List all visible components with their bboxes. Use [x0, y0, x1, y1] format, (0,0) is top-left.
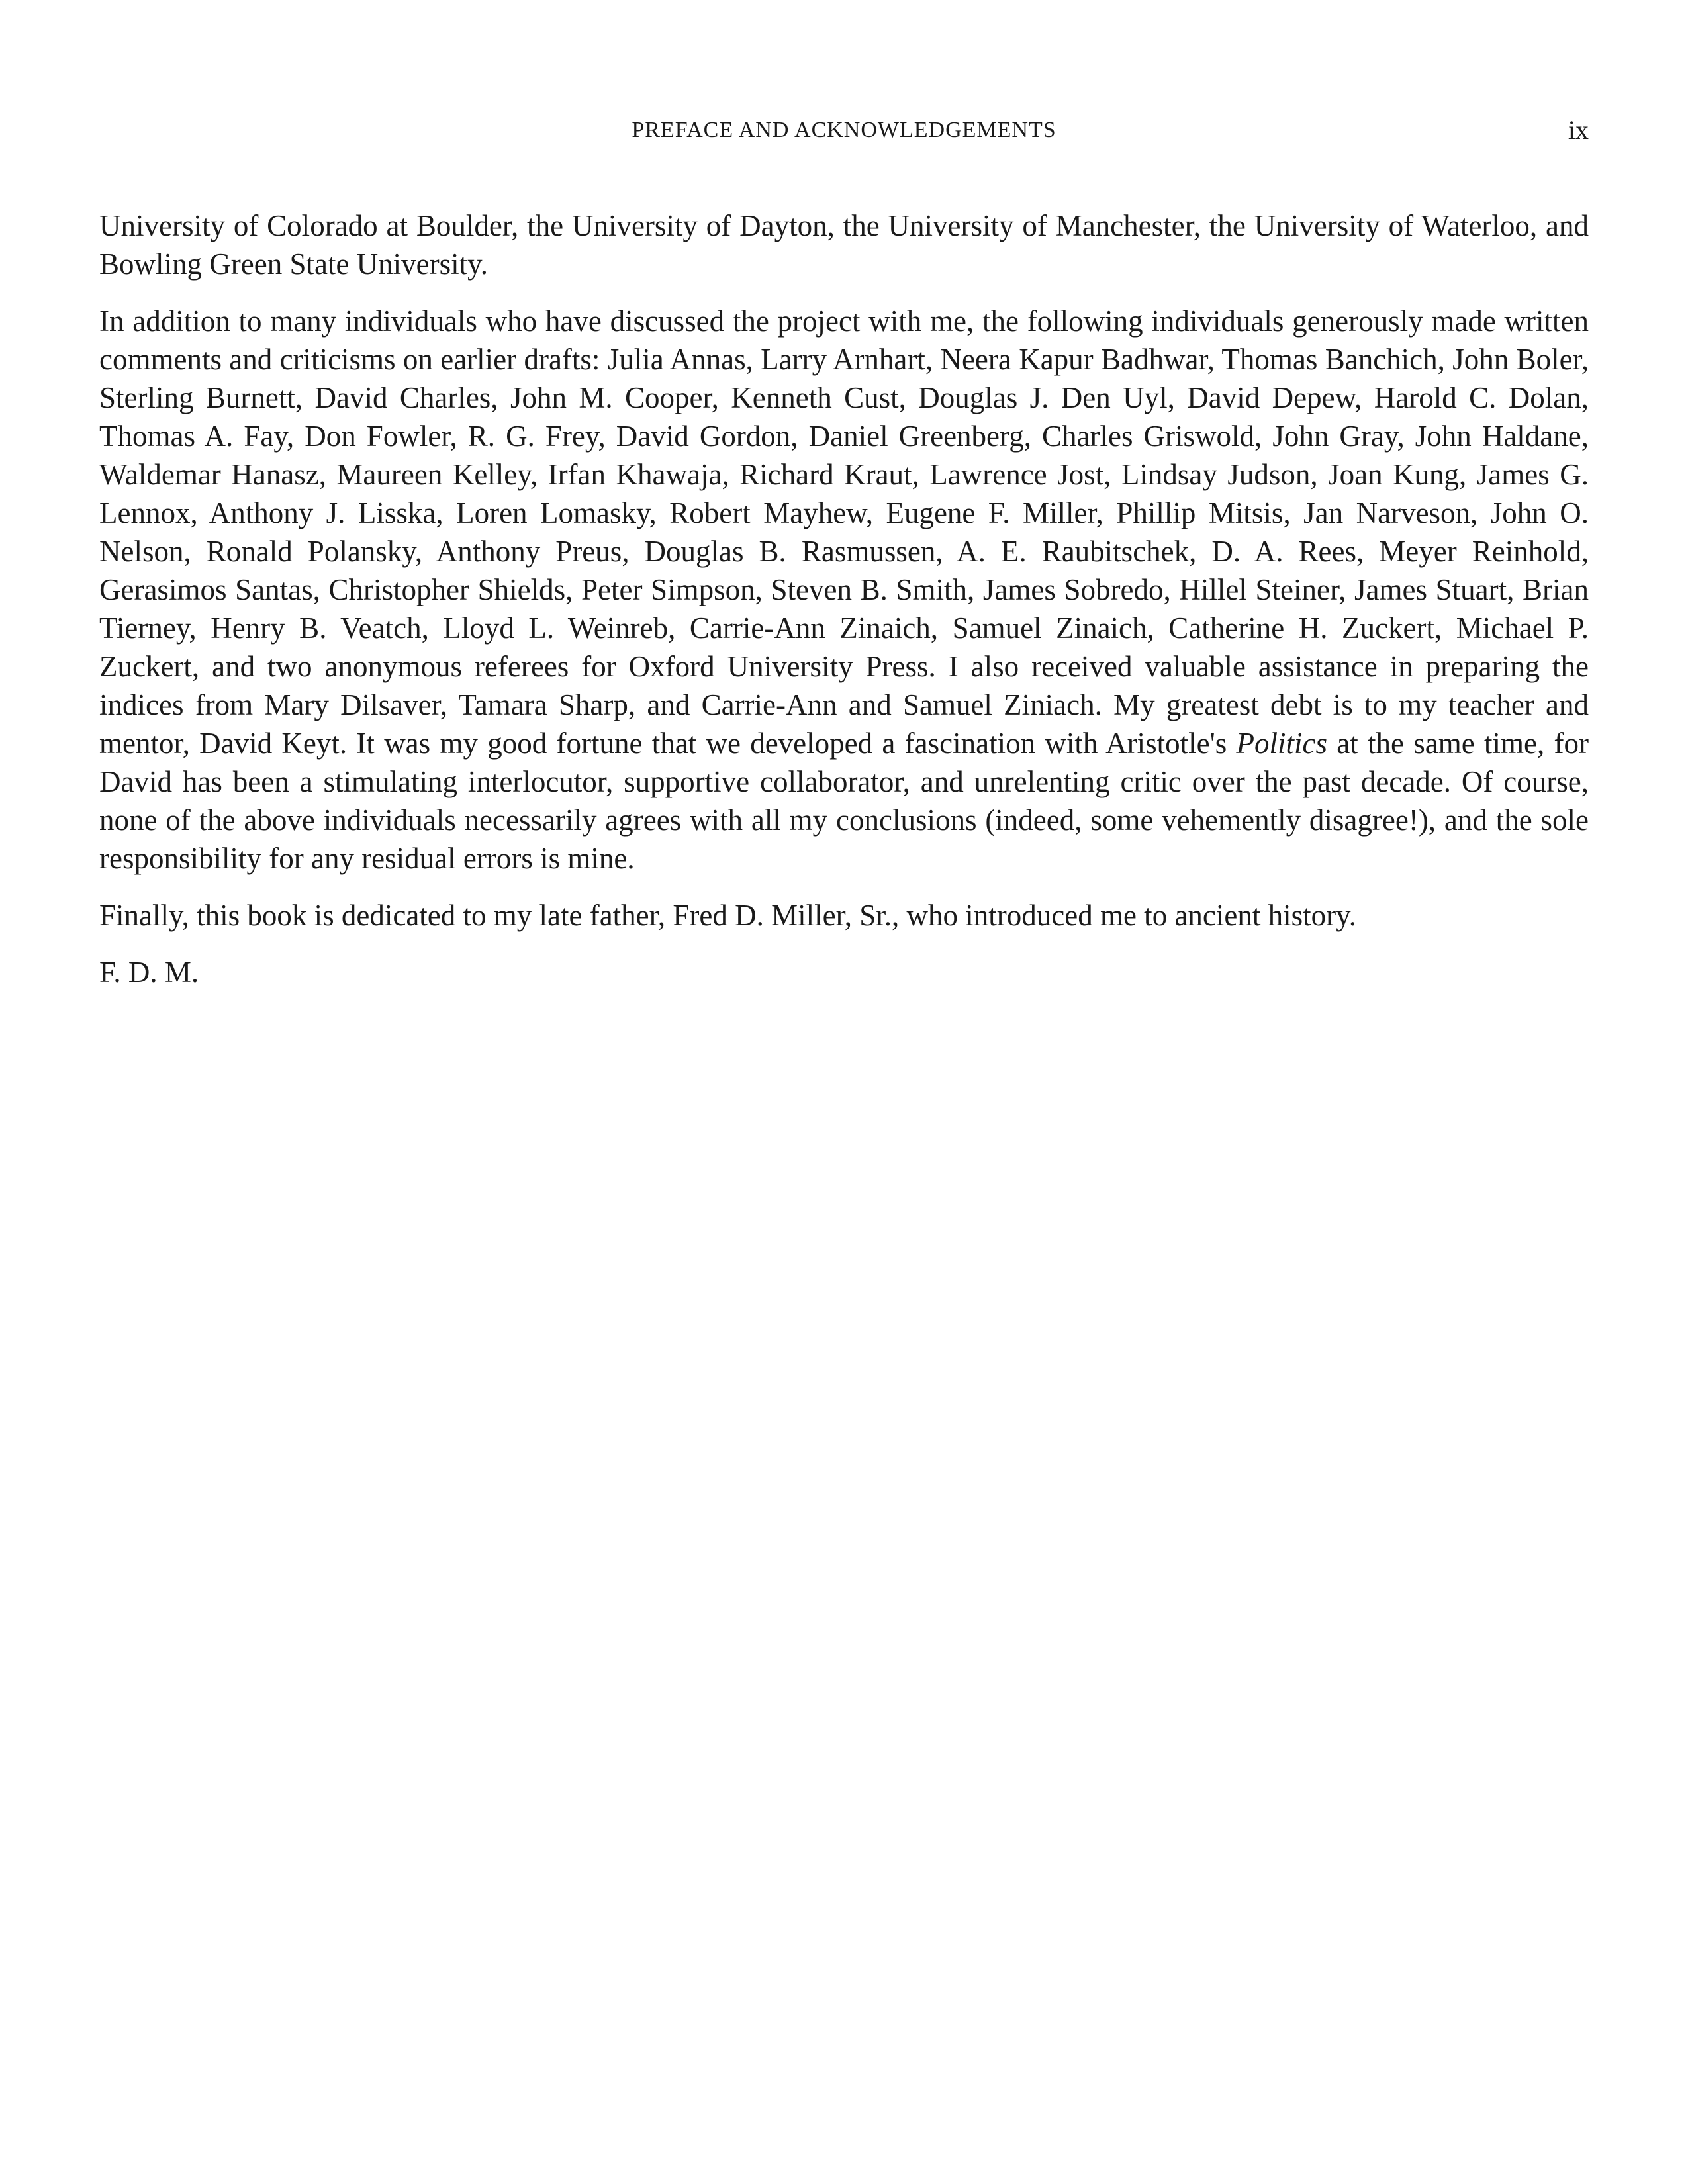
running-header	[99, 114, 1589, 147]
document-page	[99, 0, 1589, 2184]
page-number: ix	[1568, 115, 1589, 145]
paragraph-acknowledgements-part-1: In addition to many individuals who have discussed the project with me, the following individuals generously made written comments and criticisms on earlier drafts: Julia Annas, Larry Arnhart, Neera Kapur Badhwar, Thomas Banchich, John Boler, Sterling Burnett, David Charles, John M. Cooper, Kenneth Cust, Douglas J. Den Uyl, David Depew, Harold C. Dolan, Thomas A. Fay, Don Fowler, R. G. Frey, David Gordon, Daniel Greenberg, Charles Griswold, John Gray, John Haldane, Waldemar Hanasz, Maureen Kelley, Irfan Khawaja, Richard Kraut, Lawrence Jost, Lindsay Judson, Joan Kung, James G. Lennox, Anthony J. Lisska, Loren Lomasky, Robert Mayhew, Eugene F. Miller, Phillip Mitsis, Jan Narveson, John O. Nelson, Ronald Polansky, Anthony Preus, Douglas B. Rasmussen, A. E. Raubitschek, D. A. Rees, Meyer Reinhold, Gerasimos Santas, Christopher Shields, Peter Simpson, Steven B. Smith, James Sobredo, Hillel Steiner, James Stuart, Brian Tierney, Henry B. Veatch, Lloyd L. Weinreb, Carrie-Ann Zinaich, Samuel Zinaich, Catherine H. Zuckert, Michael P. Zuckert, and two anonymous referees for Oxford University Press. I also received valuable assistance in preparing the indices from Mary Dilsaver, Tamara Sharp, and Carrie-Ann and Samuel Ziniach. My greatest debt is to my teacher and mentor, David Keyt. It was my good fortune that we developed a fascination with Aristotle's	[99, 304, 1589, 760]
running-title: PREFACE AND ACKNOWLEDGEMENTS	[632, 118, 1056, 142]
paragraph-acknowledgements-part-2: at the same time, for David has been a stimulating interlocutor, supportive collaborator, and unrelenting critic over the past decade. Of course, none of the above individuals necessarily agrees with all my conclusions (indeed, some vehemently disagree!), and the sole responsibility for any residual errors is mine.	[99, 727, 1589, 875]
body-text	[99, 206, 1589, 991]
author-initials: F. D. M.	[99, 956, 199, 989]
paragraph-acknowledgements	[99, 302, 1589, 878]
book-title-politics: Politics	[1236, 727, 1327, 760]
paragraph-institutions: University of Colorado at Boulder, the University of Dayton, the University of Manchester, the University of Waterloo, and Bowling Green State University.	[99, 209, 1589, 281]
paragraph-dedication: Finally, this book is dedicated to my late father, Fred D. Miller, Sr., who introduced me to ancient history.	[99, 899, 1356, 932]
